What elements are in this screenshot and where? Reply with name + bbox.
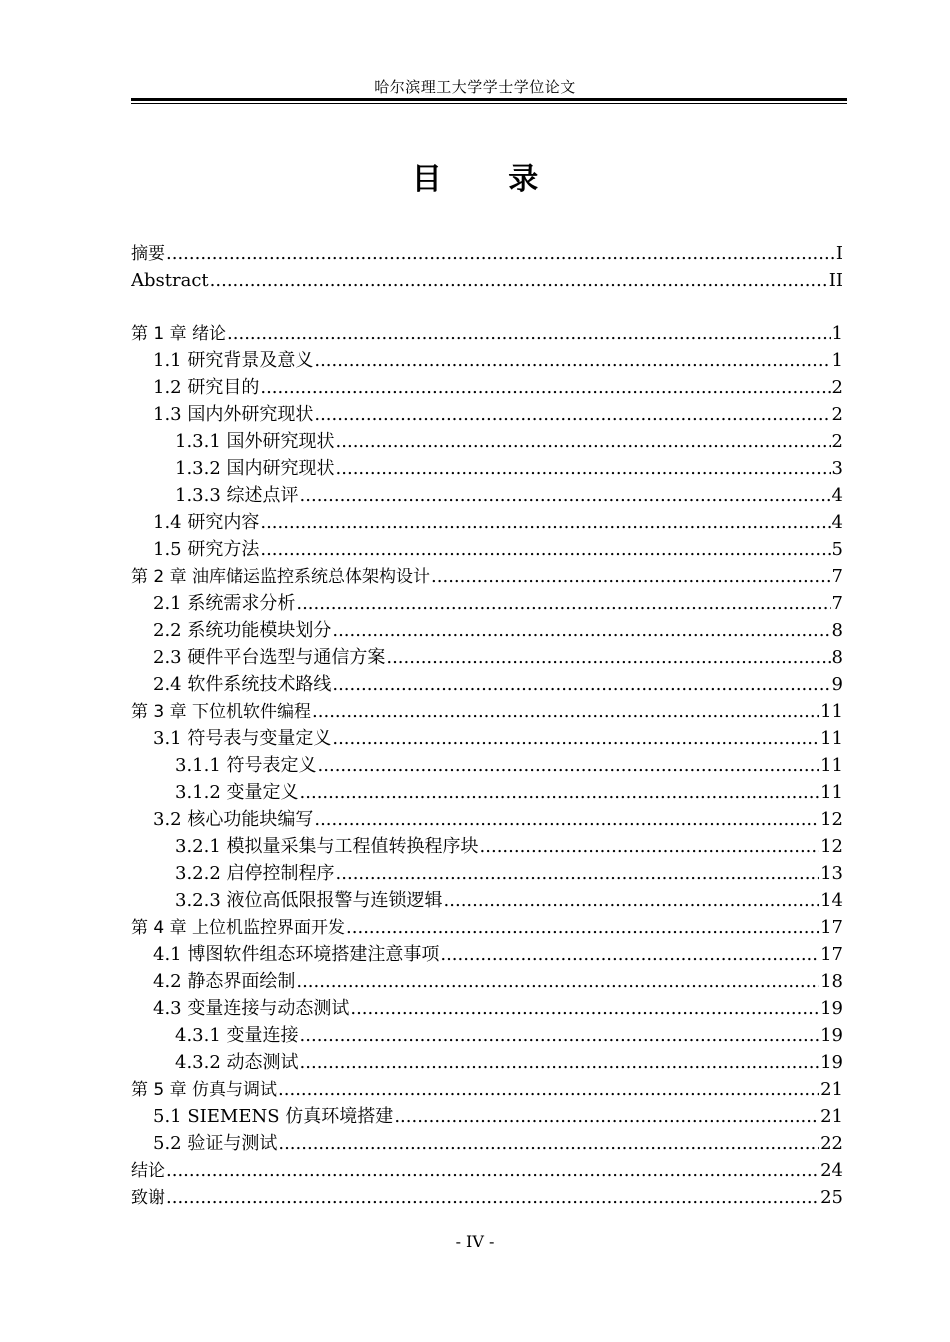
toc-entry-page: 19 (820, 1052, 843, 1073)
toc-entry-page: 11 (820, 701, 843, 722)
toc-entry-label: 3.1.1 符号表定义 (175, 755, 317, 776)
toc-leader-dots (300, 482, 831, 509)
toc-leader-dots (260, 509, 830, 536)
toc-entry[interactable] (131, 536, 843, 563)
toc-leader-dots (312, 698, 819, 725)
toc-entry-label: 第 4 章 上位机监控界面开发 (131, 918, 346, 938)
toc-entry-page: 9 (831, 674, 843, 695)
toc-entry-label: Abstract (131, 270, 209, 291)
toc-entry-label: 1.1 研究背景及意义 (153, 350, 314, 371)
toc-leader-dots (166, 240, 835, 267)
toc-entry-page: I (835, 243, 843, 264)
toc-entry[interactable] (131, 1049, 843, 1076)
toc-entry[interactable] (131, 698, 843, 725)
toc-leader-dots (346, 914, 819, 941)
toc-entry[interactable] (131, 725, 843, 752)
toc-entry-label: 2.1 系统需求分析 (153, 593, 296, 614)
toc-entry-page: 19 (820, 1025, 843, 1046)
toc-leader-dots (336, 455, 831, 482)
toc-leader-dots (332, 725, 819, 752)
toc-leader-dots (300, 779, 820, 806)
toc-entry-page: 7 (831, 566, 843, 587)
toc-entry-label: 4.2 静态界面绘制 (153, 971, 296, 992)
table-of-contents (131, 240, 843, 1211)
toc-entry-label: 3.1.2 变量定义 (175, 782, 299, 803)
toc-entry-page: 12 (820, 836, 843, 857)
toc-leader-dots (440, 941, 819, 968)
toc-entry[interactable] (131, 833, 843, 860)
toc-leader-dots (336, 860, 820, 887)
toc-entry[interactable] (131, 240, 843, 267)
toc-entry[interactable] (131, 968, 843, 995)
toc-entry[interactable] (131, 1130, 843, 1157)
toc-entry-label: 4.3.2 动态测试 (175, 1052, 299, 1073)
running-header: 哈尔滨理工大学学士学位论文 (374, 78, 576, 96)
toc-entry-label: 结论 (131, 1161, 165, 1181)
toc-entry-label: 第 1 章 绪论 (131, 324, 227, 344)
toc-entry-page: 18 (820, 971, 843, 992)
toc-entry-page: 21 (820, 1106, 843, 1127)
toc-leader-dots (210, 267, 828, 294)
toc-entry[interactable] (131, 1103, 843, 1130)
toc-leader-dots (431, 563, 831, 590)
toc-entry-label: 3.2.3 液位高低限报警与连锁逻辑 (175, 890, 443, 911)
toc-entry[interactable] (131, 428, 843, 455)
toc-entry[interactable] (131, 374, 843, 401)
toc-entry[interactable] (131, 671, 843, 698)
toc-entry-page: 12 (820, 809, 843, 830)
toc-entry[interactable] (131, 806, 843, 833)
toc-leader-dots (336, 428, 831, 455)
toc-entry-label: 1.3.2 国内研究现状 (175, 458, 335, 479)
toc-entry-page: 1 (831, 323, 843, 344)
toc-leader-dots (278, 1130, 819, 1157)
toc-leader-dots (314, 806, 819, 833)
toc-entry-label: 第 5 章 仿真与调试 (131, 1080, 278, 1100)
toc-entry[interactable] (131, 752, 843, 779)
toc-entry[interactable] (131, 914, 843, 941)
toc-entry-page: 11 (820, 728, 843, 749)
toc-entry-label: 3.2 核心功能块编写 (153, 809, 314, 830)
toc-entry-page: 4 (831, 512, 843, 533)
toc-entry-label: 1.4 研究内容 (153, 512, 260, 533)
toc-entry[interactable] (131, 1076, 843, 1103)
toc-entry[interactable] (131, 995, 843, 1022)
toc-leader-dots (386, 644, 830, 671)
toc-entry-page: 3 (831, 458, 843, 479)
toc-entry-page: 22 (820, 1133, 843, 1154)
toc-entry-label: 2.3 硬件平台选型与通信方案 (153, 647, 386, 668)
toc-entry[interactable] (131, 455, 843, 482)
toc-entry-label: 3.2.2 启停控制程序 (175, 863, 335, 884)
toc-entry-page: 5 (831, 539, 843, 560)
toc-entry-label: 1.2 研究目的 (153, 377, 260, 398)
toc-leader-dots (296, 968, 819, 995)
header-rule-thick (131, 98, 847, 101)
toc-entry-page: 8 (831, 620, 843, 641)
toc-entry-label: 3.2.1 模拟量采集与工程值转换程序块 (175, 836, 479, 857)
toc-entry[interactable] (131, 779, 843, 806)
toc-entry-page: 2 (831, 431, 843, 452)
toc-entry[interactable] (131, 860, 843, 887)
toc-leader-dots (278, 1076, 819, 1103)
toc-entry-label: 1.5 研究方法 (153, 539, 260, 560)
toc-entry-label: 1.3.1 国外研究现状 (175, 431, 335, 452)
toc-entry-label: 致谢 (131, 1188, 165, 1208)
toc-entry[interactable] (131, 482, 843, 509)
toc-leader-dots (394, 1103, 819, 1130)
toc-entry-page: 2 (831, 377, 843, 398)
toc-leader-dots (166, 1184, 819, 1211)
toc-entry[interactable] (131, 320, 843, 347)
toc-entry-page: II (828, 270, 843, 291)
toc-entry-page: 25 (820, 1187, 843, 1208)
toc-entry[interactable] (131, 590, 843, 617)
toc-leader-dots (314, 401, 830, 428)
toc-entry-label: 4.3 变量连接与动态测试 (153, 998, 350, 1019)
toc-entry-page: 13 (820, 863, 843, 884)
toc-entry-page: 11 (820, 782, 843, 803)
toc-entry-page: 24 (820, 1160, 843, 1181)
toc-entry-label: 2.4 软件系统技术路线 (153, 674, 332, 695)
toc-leader-dots (227, 320, 831, 347)
toc-entry[interactable] (131, 1022, 843, 1049)
toc-entry-label: 5.2 验证与测试 (153, 1133, 278, 1154)
toc-entry[interactable] (131, 887, 843, 914)
toc-leader-dots (350, 995, 819, 1022)
toc-leader-dots (300, 1049, 820, 1076)
toc-entry-page: 17 (820, 917, 843, 938)
toc-entry-label: 2.2 系统功能模块划分 (153, 620, 332, 641)
toc-leader-dots (260, 374, 830, 401)
toc-entry-page: 14 (820, 890, 843, 911)
toc-leader-dots (300, 1022, 820, 1049)
toc-entry-page: 8 (831, 647, 843, 668)
toc-leader-dots (318, 752, 820, 779)
toc-leader-dots (166, 1157, 819, 1184)
toc-entry-label: 5.1 SIEMENS 仿真环境搭建 (153, 1106, 394, 1127)
toc-entry[interactable] (131, 401, 843, 428)
toc-leader-dots (296, 590, 830, 617)
toc-entry-page: 17 (820, 944, 843, 965)
toc-entry-label: 摘要 (131, 244, 165, 264)
toc-entry[interactable] (131, 509, 843, 536)
toc-entry[interactable] (131, 644, 843, 671)
toc-entry-label: 1.3 国内外研究现状 (153, 404, 314, 425)
toc-entry-label: 第 2 章 油库储运监控系统总体架构设计 (131, 567, 431, 587)
toc-leader-dots (480, 833, 820, 860)
toc-entry[interactable] (131, 347, 843, 374)
toc-entry-page: 11 (820, 755, 843, 776)
toc-entry-page: 7 (831, 593, 843, 614)
toc-entry-label: 4.1 博图软件组态环境搭建注意事项 (153, 944, 440, 965)
toc-entry[interactable] (131, 941, 843, 968)
toc-entry-page: 2 (831, 404, 843, 425)
toc-leader-dots (444, 887, 820, 914)
toc-entry-page: 1 (831, 350, 843, 371)
toc-entry-label: 4.3.1 变量连接 (175, 1025, 299, 1046)
toc-entry[interactable] (131, 267, 843, 294)
toc-leader-dots (314, 347, 830, 374)
toc-entry[interactable] (131, 563, 843, 590)
toc-entry[interactable] (131, 617, 843, 644)
toc-entry-label: 1.3.3 综述点评 (175, 485, 299, 506)
toc-leader-dots (332, 671, 830, 698)
toc-entry-page: 4 (831, 485, 843, 506)
page-title: 目 录 (411, 162, 567, 197)
page-number: - IV - (455, 1232, 495, 1251)
toc-entry-label: 第 3 章 下位机软件编程 (131, 702, 312, 722)
toc-leader-dots (260, 536, 830, 563)
toc-entry-page: 21 (820, 1079, 843, 1100)
toc-entry-label: 3.1 符号表与变量定义 (153, 728, 332, 749)
header-rule-thin (131, 103, 847, 104)
toc-entry[interactable] (131, 1184, 843, 1211)
toc-leader-dots (332, 617, 830, 644)
toc-entry-page: 19 (820, 998, 843, 1019)
toc-entry[interactable] (131, 1157, 843, 1184)
